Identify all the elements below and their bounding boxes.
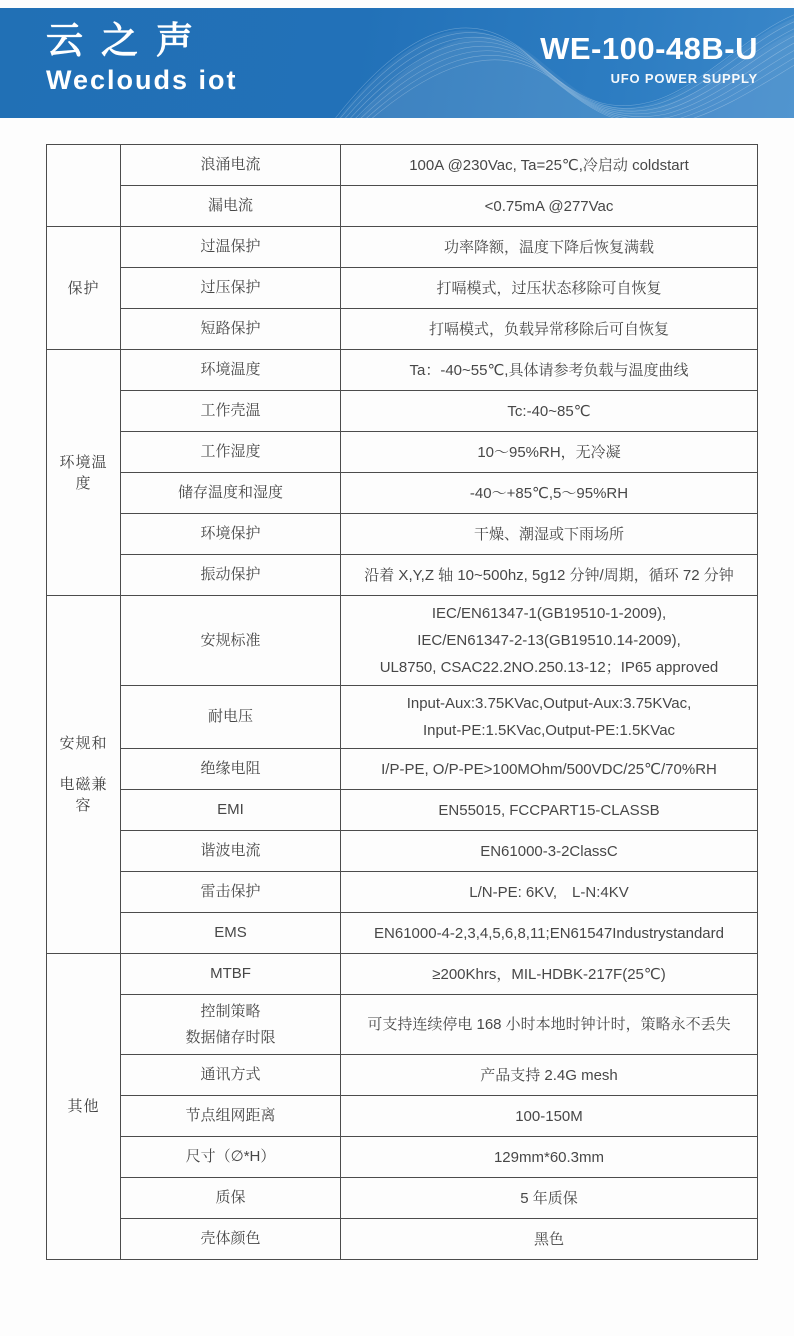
spec-name-cell: 储存温度和湿度 (121, 473, 341, 514)
spec-value-cell: IEC/EN61347-1(GB19510-1-2009), IEC/EN61347-2-13(GB19510.14-2009), UL8750, CSAC22.2NO.250.13-12；IP65 approved (341, 596, 758, 686)
spec-category-cell: 环境温度 (47, 350, 121, 596)
spec-row (47, 995, 758, 1055)
spec-value-cell: 打嗝模式，负载异常移除后可自恢复 (341, 309, 758, 350)
spec-value-cell: 沿着 X,Y,Z 轴 10~500hz, 5g12 分钟/周期，循环 72 分钟 (341, 555, 758, 596)
spec-value-cell: L/N-PE: 6KV, L-N:4KV (341, 872, 758, 913)
product-model: WE-100-48B-U (540, 31, 758, 66)
product-subtitle: UFO POWER SUPPLY (610, 71, 758, 87)
spec-name-cell: 工作湿度 (121, 432, 341, 473)
spec-row (47, 514, 758, 555)
spec-value-cell: EN61000-3-2ClassC (341, 831, 758, 872)
spec-name-cell: 安规标准 (121, 596, 341, 686)
spec-value-cell: 10～95%RH，无冷凝 (341, 432, 758, 473)
spec-category-cell: 保护 (47, 227, 121, 350)
spec-value-cell: EN61000-4-2,3,4,5,6,8,11;EN61547Industrystandard (341, 913, 758, 954)
spec-name-cell: 过压保护 (121, 268, 341, 309)
spec-row (47, 227, 758, 268)
spec-row (47, 954, 758, 995)
spec-row (47, 790, 758, 831)
spec-value-cell: 功率降额，温度下降后恢复满载 (341, 227, 758, 268)
spec-value-cell: 黑色 (341, 1219, 758, 1260)
spec-row (47, 1219, 758, 1260)
spec-value-cell: ≥200Khrs，MIL-HDBK-217F(25℃) (341, 954, 758, 995)
spec-name-cell: 工作壳温 (121, 391, 341, 432)
spec-row (47, 831, 758, 872)
spec-table-body (47, 145, 758, 1260)
spec-row (47, 749, 758, 790)
spec-row (47, 1096, 758, 1137)
spec-category-cell: 安规和 电磁兼容 (47, 596, 121, 954)
spec-row (47, 268, 758, 309)
spec-value-cell: 产品支持 2.4G mesh (341, 1055, 758, 1096)
spec-row (47, 432, 758, 473)
spec-value-cell: Input-Aux:3.75KVac,Output-Aux:3.75KVac, Input-PE:1.5KVac,Output-PE:1.5KVac (341, 686, 758, 749)
spec-name-cell: 漏电流 (121, 186, 341, 227)
spec-value-cell: 干燥、潮湿或下雨场所 (341, 514, 758, 555)
spec-name-cell: 通讯方式 (121, 1055, 341, 1096)
spec-row (47, 145, 758, 186)
spec-name-cell: 控制策略 数据储存时限 (121, 995, 341, 1055)
spec-name-cell: EMI (121, 790, 341, 831)
spec-name-cell: 壳体颜色 (121, 1219, 341, 1260)
spec-name-cell: MTBF (121, 954, 341, 995)
spec-value-cell: 129mm*60.3mm (341, 1137, 758, 1178)
spec-value-cell: 打嗝模式，过压状态移除可自恢复 (341, 268, 758, 309)
spec-name-cell: 节点组网距离 (121, 1096, 341, 1137)
brand-logo (46, 20, 238, 96)
spec-row (47, 350, 758, 391)
spec-name-cell: 浪涌电流 (121, 145, 341, 186)
header-banner (0, 8, 794, 118)
spec-row (47, 1178, 758, 1219)
spec-name-cell: 耐电压 (121, 686, 341, 749)
spec-value-cell: Ta：-40~55℃,具体请参考负载与温度曲线 (341, 350, 758, 391)
spec-name-cell: 尺寸（∅*H） (121, 1137, 341, 1178)
spec-category-cell (47, 145, 121, 227)
spec-name-cell: 质保 (121, 1178, 341, 1219)
product-title-block (540, 32, 758, 86)
spec-row (47, 1055, 758, 1096)
spec-row (47, 473, 758, 514)
spec-value-cell: 可支持连续停电 168 小时本地时钟计时，策略永不丢失 (341, 995, 758, 1055)
spec-value-cell: 5 年质保 (341, 1178, 758, 1219)
spec-name-cell: 振动保护 (121, 555, 341, 596)
spec-value-cell: 100A @230Vac, Ta=25℃,冷启动 coldstart (341, 145, 758, 186)
spec-value-cell: EN55015, FCCPART15-CLASSB (341, 790, 758, 831)
spec-value-cell: 100-150M (341, 1096, 758, 1137)
spec-name-cell: 绝缘电阻 (121, 749, 341, 790)
spec-row (47, 186, 758, 227)
spec-row (47, 309, 758, 350)
spec-name-cell: 过温保护 (121, 227, 341, 268)
spec-value-cell: -40～+85℃,5～95%RH (341, 473, 758, 514)
brand-name-english: Weclouds iot (46, 64, 238, 95)
spec-row (47, 391, 758, 432)
spec-table (46, 144, 758, 1260)
spec-name-cell: 环境保护 (121, 514, 341, 555)
spec-value-cell: I/P-PE, O/P-PE>100MOhm/500VDC/25℃/70%RH (341, 749, 758, 790)
spec-row (47, 1137, 758, 1178)
spec-row (47, 913, 758, 954)
spec-name-cell: 雷击保护 (121, 872, 341, 913)
spec-value-cell: <0.75mA @277Vac (341, 186, 758, 227)
spec-name-cell: 短路保护 (121, 309, 341, 350)
spec-row (47, 872, 758, 913)
spec-row (47, 555, 758, 596)
spec-name-cell: EMS (121, 913, 341, 954)
spec-row (47, 596, 758, 686)
spec-name-cell: 谐波电流 (121, 831, 341, 872)
spec-category-cell: 其他 (47, 954, 121, 1260)
spec-name-cell: 环境温度 (121, 350, 341, 391)
spec-row (47, 686, 758, 749)
brand-name-chinese: 云之声 (46, 20, 211, 61)
spec-value-cell: Tc:-40~85℃ (341, 391, 758, 432)
